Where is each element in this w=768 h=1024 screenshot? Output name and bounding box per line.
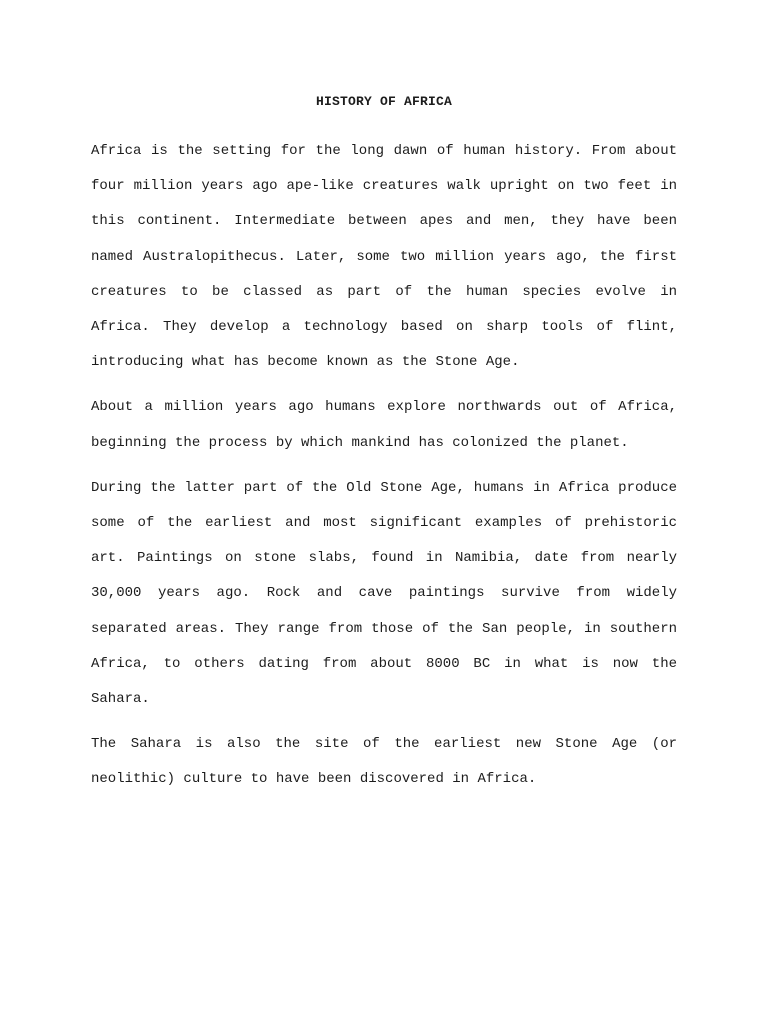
paragraph-migration: About a million years ago humans explore northwards out of Africa, beginning the process by which mankind has colonized the planet.: [91, 399, 677, 451]
document-body: [91, 92, 677, 808]
paragraph-prehistoric-art: During the latter part of the Old Stone Age, humans in Africa produce some of the earliest and most significant examples of prehistoric art. Paintings on stone slabs, found in Namibia, date from nearly 30,000 years ago. Rock and cave paintings survive from widely separated areas. They range from those of the San people, in southern Africa, to others dating from about 8000 BC in what is now the Sahara.: [91, 479, 677, 708]
paragraph-origins: Africa is the setting for the long dawn of human history. From about four million years ago ape-like creatures walk upright on two feet in this continent. Intermediate between apes and men, they have been named Australopithecus. Later, some two million years ago, the first creatures to be classed as part of the human species evolve in Africa. They develop a technology based on sharp tools of flint, introducing what has become known as the Stone Age.: [91, 143, 677, 371]
document-title: HISTORY OF AFRICA: [315, 94, 453, 109]
paragraph-sahara-neolithic: The Sahara is also the site of the earliest new Stone Age (or neolithic) culture to have been discovered in Africa.: [91, 736, 677, 788]
